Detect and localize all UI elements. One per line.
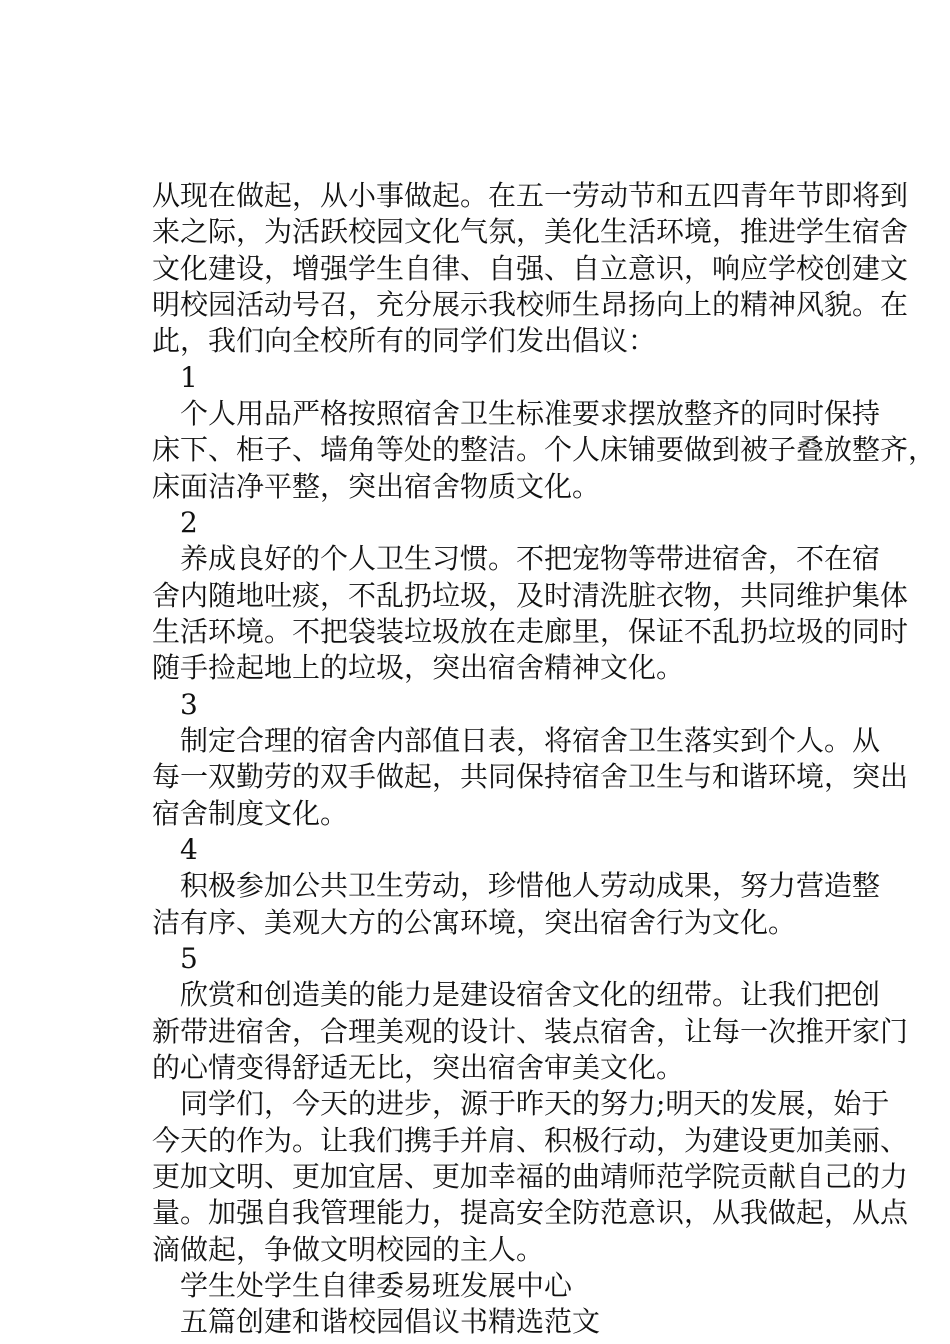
text-line: 洁有序、美观大方的公寓环境，突出宿舍行为文化。 <box>152 906 797 939</box>
signature-line: 学生处学生自律委易班发展中心 <box>180 1269 573 1302</box>
text-line: 每一双勤劳的双手做起，共同保持宿舍卫生与和谐环境，突出 <box>152 760 909 793</box>
text-line: 床下、柜子、墙角等处的整洁。个人床铺要做到被子叠放整齐， <box>152 433 937 466</box>
text-line: 更加文明、更加宜居、更加幸福的曲靖师范学院贡献自己的力 <box>152 1160 909 1193</box>
text-line: 宿舍制度文化。 <box>152 797 349 830</box>
text-line: 积极参加公共卫生劳动，珍惜他人劳动成果，努力营造整 <box>180 869 881 902</box>
item-number: 1 <box>180 361 198 394</box>
text-line: 滴做起，争做文明校园的主人。 <box>152 1233 545 1266</box>
item-number: 2 <box>180 506 198 539</box>
item-number: 3 <box>180 688 198 721</box>
text-line: 新带进宿舍，合理美观的设计、装点宿舍，让每一次推开家门 <box>152 1015 909 1048</box>
text-line: 来之际，为活跃校园文化气氛，美化生活环境，推进学生宿舍 <box>152 215 909 248</box>
text-line: 随手捡起地上的垃圾，突出宿舍精神文化。 <box>152 651 685 684</box>
text-line: 欣赏和创造美的能力是建设宿舍文化的纽带。让我们把创 <box>180 978 881 1011</box>
text-line: 个人用品严格按照宿舍卫生标准要求摆放整齐的同时保持 <box>180 397 881 430</box>
text-line: 从现在做起，从小事做起。在五一劳动节和五四青年节即将到 <box>152 179 909 212</box>
item-number: 5 <box>180 942 198 975</box>
text-line: 五篇创建和谐校园倡议书精选范文 <box>180 1305 601 1338</box>
text-line: 同学们，今天的进步，源于昨天的努力;明天的发展，始于 <box>180 1087 890 1120</box>
text-line: 床面洁净平整，突出宿舍物质文化。 <box>152 470 601 503</box>
text-line: 生活环境。不把袋装垃圾放在走廊里，保证不乱扔垃圾的同时 <box>152 615 909 648</box>
text-line: 文化建设，增强学生自律、自强、自立意识，响应学校创建文 <box>152 252 909 285</box>
text-line: 此，我们向全校所有的同学们发出倡议： <box>152 324 657 357</box>
text-line: 的心情变得舒适无比，突出宿舍审美文化。 <box>152 1051 685 1084</box>
text-line: 舍内随地吐痰，不乱扔垃圾，及时清洗脏衣物，共同维护集体 <box>152 579 909 612</box>
text-line: 明校园活动号召，充分展示我校师生昂扬向上的精神风貌。在 <box>152 288 909 321</box>
item-number: 4 <box>180 833 198 866</box>
text-line: 今天的作为。让我们携手并肩、积极行动，为建设更加美丽、 <box>152 1124 909 1157</box>
text-line: 量。加强自我管理能力，提高安全防范意识，从我做起，从点 <box>152 1196 909 1229</box>
text-line: 制定合理的宿舍内部值日表，将宿舍卫生落实到个人。从 <box>180 724 881 757</box>
text-line: 养成良好的个人卫生习惯。不把宠物等带进宿舍，不在宿 <box>180 542 881 575</box>
